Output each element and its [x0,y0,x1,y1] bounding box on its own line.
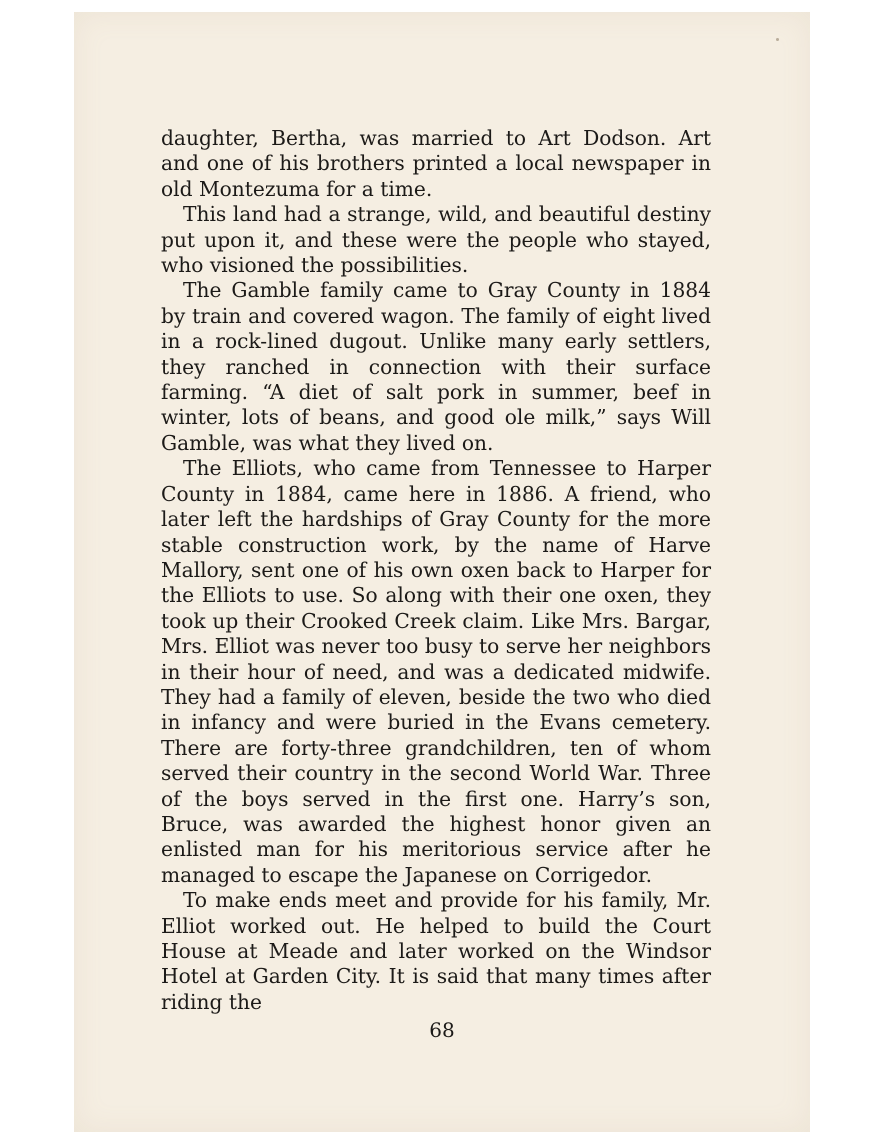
body-text [161,126,711,1015]
paragraph-2: This land had a strange, wild, and beautiful destiny put upon it, and these were the people who stayed, who visioned the possibilities. [161,202,711,278]
page-number: 68 [429,1018,455,1042]
paper-speck [776,38,779,41]
paragraph-4: The Elliots, who came from Tennessee to Harper County in 1884, came here in 1886. A friend, who later left the hardships of Gray County for the more stable construction work, by the name of Harve Mallory, sent one of his own oxen back to Harper for the Elliots to use. So along with their one oxen, they took up their Crooked Creek claim. Like Mrs. Bargar, Mrs. Elliot was never too busy to serve her neighbors in their hour of need, and was a dedicated midwife. They had a family of eleven, beside the two who died in infancy and were buried in the Evans cemetery. There are forty-three grandchildren, ten of whom served their country in the second World War. Three of the boys served in the first one. Harry’s son, Bruce, was awarded the highest honor given an enlisted man for his meritorious service after he managed to escape the Japanese on Corrigedor. [161,456,711,887]
paragraph-5: To make ends meet and provide for his family, Mr. Elliot worked out. He helped to build the Court House at Meade and later worked on the Windsor Hotel at Garden City. It is said that many times after riding the [161,888,711,1014]
paragraph-3: The Gamble family came to Gray County in 1884 by train and covered wagon. The family of eight lived in a rock-lined dugout. Unlike many early settlers, they ranched in connection with their surface farming. “A diet of salt pork in summer, beef in winter, lots of beans, and good ole milk,” says Will Gamble, was what they lived on. [161,278,711,455]
paragraph-1: daughter, Bertha, was married to Art Dodson. Art and one of his brothers printed a local newspaper in old Montezuma for a time. [161,126,711,201]
